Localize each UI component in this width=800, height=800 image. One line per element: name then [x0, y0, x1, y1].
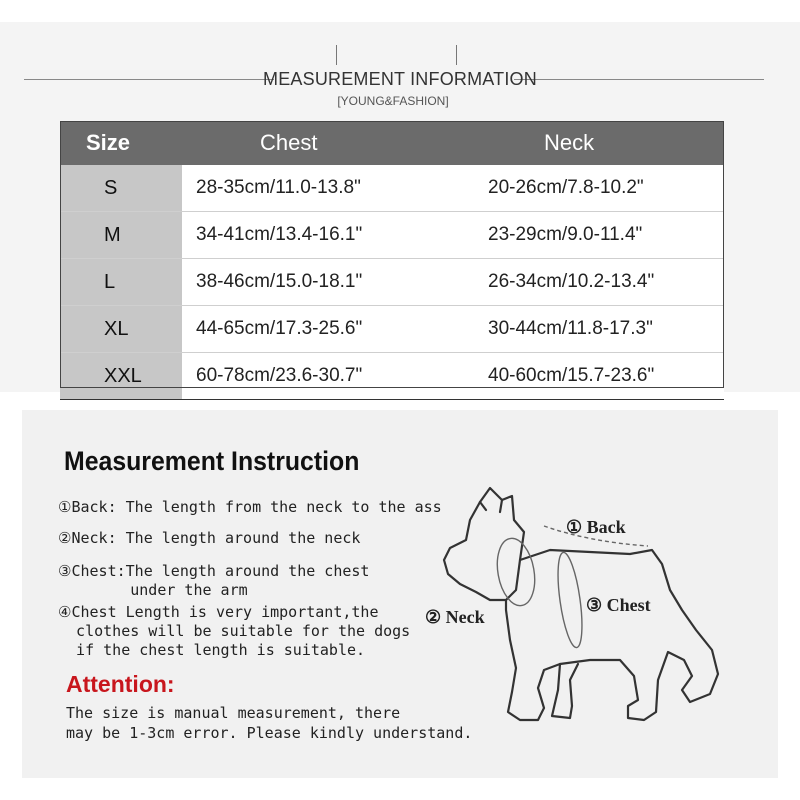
column-header-size: Size [60, 121, 182, 165]
page-title: MEASUREMENT INFORMATION [263, 69, 537, 89]
instruction-item-neck: ②Neck: The length around the neck [58, 529, 361, 547]
chest-cell: 44-65cm/17.3-25.6" [182, 306, 446, 353]
header-tick-right [456, 45, 457, 65]
neck-cell: 40-60cm/15.7-23.6" [446, 353, 724, 400]
dog-body-outline [506, 550, 718, 720]
size-table [60, 121, 724, 400]
table-row [60, 306, 724, 353]
size-cell: XL [60, 306, 182, 353]
instruction-title: Measurement Instruction [64, 446, 360, 476]
page-subtitle: [YOUNG&FASHION] [337, 94, 449, 108]
column-header-chest: Chest [182, 121, 446, 165]
size-cell: M [60, 212, 182, 259]
neck-measure-ring [492, 535, 539, 608]
header-tick-left [336, 45, 337, 65]
table-header-row [60, 121, 724, 165]
chest-measure-ring [553, 551, 586, 649]
neck-cell: 20-26cm/7.8-10.2" [446, 165, 724, 212]
chest-cell: 34-41cm/13.4-16.1" [182, 212, 446, 259]
attention-note: The size is manual measurement, there may be 1-3cm error. Please kindly understand. [66, 704, 473, 742]
instruction-item-chest: ③Chest:The length around the chest under the arm [58, 562, 370, 599]
instruction-item-chest-length: ④Chest Length is very important,the clothes will be suitable for the dogs if the chest length is suitable. [58, 603, 411, 659]
table-row [60, 212, 724, 259]
diagram-label-neck: ② Neck [425, 607, 485, 627]
instruction-item-back: ①Back: The length from the neck to the ass [58, 498, 442, 516]
neck-cell: 30-44cm/11.8-17.3" [446, 306, 724, 353]
column-header-neck: Neck [446, 121, 724, 165]
chest-cell: 38-46cm/15.0-18.1" [182, 259, 446, 306]
neck-cell: 26-34cm/10.2-13.4" [446, 259, 724, 306]
chest-cell: 28-35cm/11.0-13.8" [182, 165, 446, 212]
attention-heading: Attention: [66, 671, 175, 697]
size-cell: S [60, 165, 182, 212]
size-cell: XXL [60, 353, 182, 400]
table-row [60, 165, 724, 212]
table-row [60, 259, 724, 306]
dog-head-outline [444, 488, 524, 600]
table-row [60, 353, 724, 400]
dog-leg-outline [552, 664, 578, 718]
chest-cell: 60-78cm/23.6-30.7" [182, 353, 446, 400]
dog-ear-outline [480, 500, 502, 512]
neck-cell: 23-29cm/9.0-11.4" [446, 212, 724, 259]
size-cell: L [60, 259, 182, 306]
diagram-label-back: ① Back [566, 517, 626, 537]
diagram-label-chest: ③ Chest [586, 595, 651, 615]
